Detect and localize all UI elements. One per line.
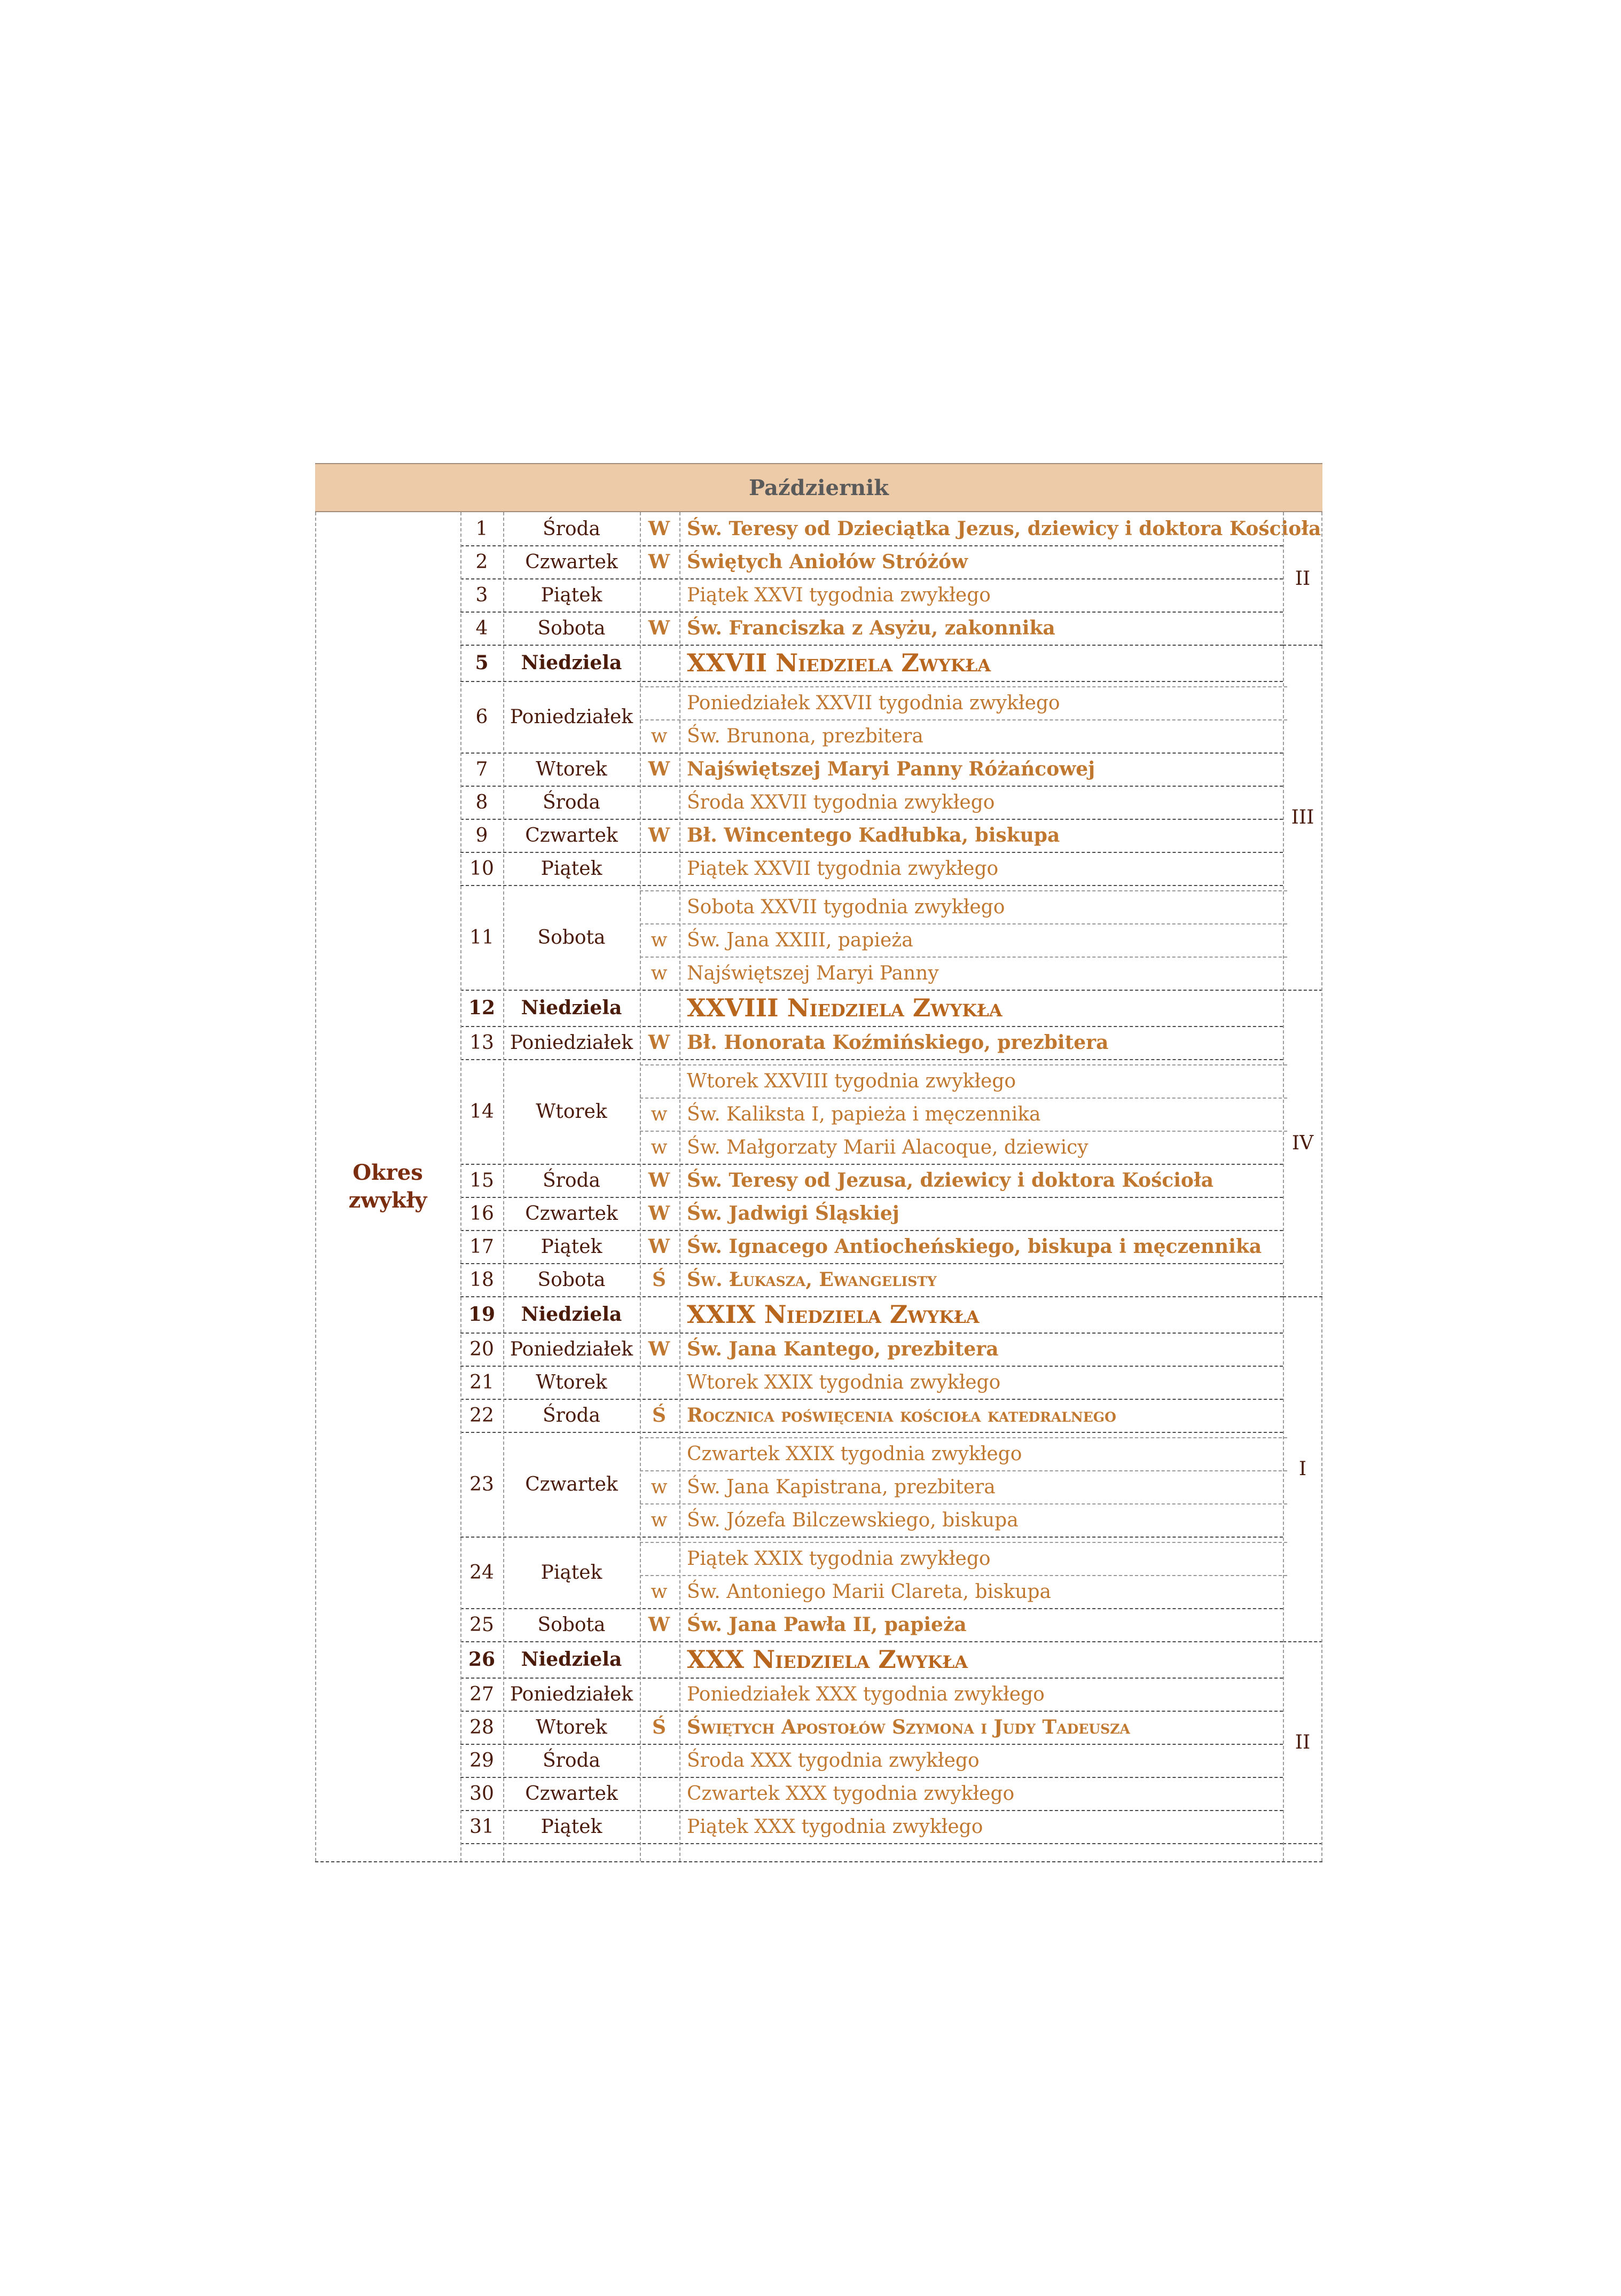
weekday-name: Poniedziałek — [510, 706, 633, 728]
entry-divider — [640, 1470, 1287, 1471]
rank-code: W — [648, 1169, 670, 1192]
rank-code: w — [651, 929, 668, 951]
season-line-2: zwykły — [348, 1188, 427, 1213]
rank-code: W — [648, 1031, 670, 1054]
week-divider — [1283, 1843, 1322, 1844]
weekday-name: Niedziela — [521, 997, 622, 1019]
entry-divider — [640, 1131, 1287, 1132]
number-column-line — [503, 512, 504, 1861]
weekday-name: Czwartek — [525, 1782, 618, 1805]
sunday-title: XXVIII Niedziela Zwykła — [687, 993, 1003, 1022]
outer-left-line — [315, 512, 316, 1861]
weekday-name: Środa — [542, 1749, 601, 1772]
entry-divider — [640, 890, 1287, 891]
day-number: 12 — [468, 997, 496, 1019]
weekday-name: Sobota — [537, 1613, 606, 1636]
celebration-title: Św. Kaliksta I, papieża i męczennika — [687, 1103, 1041, 1125]
rank-code: w — [651, 1476, 668, 1498]
rank-code — [640, 645, 678, 681]
celebration-title: Świętych Apostołów Szymona i Judy Tadeusza — [687, 1716, 1130, 1738]
celebration-title: Rocznica poświęcenia kościoła katedralnego — [687, 1404, 1116, 1427]
weekday-name: Wtorek — [536, 1371, 607, 1393]
liturgical-calendar — [315, 463, 1322, 1861]
weekday-name: Niedziela — [521, 652, 622, 674]
celebration-title: Św. Franciszka z Asyżu, zakonnika — [687, 617, 1055, 639]
rank-code: W — [648, 1235, 670, 1258]
rank-code — [640, 686, 678, 719]
rank-code: w — [651, 1509, 668, 1531]
entry-divider — [640, 1098, 1287, 1099]
rank-code — [640, 786, 678, 819]
rank-code: Ś — [652, 1404, 666, 1427]
rank-code — [640, 1678, 678, 1711]
weekday-name: Niedziela — [521, 1648, 622, 1671]
rank-code: w — [651, 1136, 668, 1158]
rank-code — [640, 990, 678, 1026]
celebration-title: Poniedziałek XXVII tygodnia zwykłego — [687, 692, 1060, 714]
celebration-title: Św. Jana XXIII, papieża — [687, 929, 913, 951]
celebration-title: Środa XXVII tygodnia zwykłego — [687, 791, 995, 813]
day-number: 20 — [469, 1338, 494, 1360]
celebration-title: Najświętszej Maryi Panny Różańcowej — [687, 758, 1095, 780]
season-line-1: Okres — [353, 1160, 423, 1185]
rank-code: W — [648, 1613, 670, 1636]
rank-code — [640, 1437, 678, 1470]
celebration-title: Poniedziałek XXX tygodnia zwykłego — [687, 1683, 1045, 1705]
celebration-title: Św. Łukasza, Ewangelisty — [687, 1268, 937, 1291]
rank-code: w — [651, 1580, 668, 1603]
day-number: 3 — [475, 584, 488, 606]
entry-divider — [640, 719, 1287, 720]
celebration-title: Św. Antoniego Marii Clareta, biskupa — [687, 1580, 1051, 1603]
celebration-title: Bł. Wincentego Kadłubka, biskupa — [687, 824, 1060, 847]
celebration-title: Piątek XXX tygodnia zwykłego — [687, 1815, 983, 1838]
rank-code — [640, 1810, 678, 1843]
celebration-title: Czwartek XXIX tygodnia zwykłego — [687, 1443, 1022, 1465]
day-number: 28 — [469, 1716, 494, 1738]
month-header — [315, 463, 1322, 512]
weekday-name: Piątek — [541, 857, 602, 880]
weekday-name: Poniedziałek — [510, 1031, 633, 1054]
day-number: 11 — [469, 926, 494, 949]
day-number: 22 — [469, 1404, 494, 1427]
day-number: 30 — [469, 1782, 494, 1805]
week-label: II — [1295, 567, 1311, 590]
weekday-name: Piątek — [541, 1235, 602, 1258]
celebration-title: Św. Jana Pawła II, papieża — [687, 1613, 967, 1636]
rank-code: w — [651, 725, 668, 747]
weekday-name: Sobota — [537, 926, 606, 949]
rank-code — [640, 1296, 678, 1333]
celebration-title: Św. Jana Kantego, prezbitera — [687, 1338, 999, 1360]
celebration-title: Świętych Aniołów Stróżów — [687, 551, 968, 573]
celebration-title: Piątek XXIX tygodnia zwykłego — [687, 1547, 991, 1570]
weekday-name: Wtorek — [536, 1100, 607, 1123]
day-number: 17 — [469, 1235, 494, 1258]
rank-code — [640, 1366, 678, 1399]
entry-divider — [640, 1503, 1287, 1504]
day-number: 26 — [468, 1648, 496, 1671]
weekday-name: Środa — [542, 791, 601, 813]
entry-divider — [640, 1437, 1287, 1438]
celebration-title: Środa XXX tygodnia zwykłego — [687, 1749, 980, 1772]
sunday-title: XXX Niedziela Zwykła — [687, 1645, 968, 1674]
weekday-name: Środa — [542, 518, 601, 540]
rank-code — [640, 890, 678, 923]
entry-divider — [640, 1542, 1287, 1543]
weekday-name: Piątek — [541, 1561, 602, 1584]
month-title: Październik — [748, 475, 889, 500]
day-number: 21 — [469, 1371, 494, 1393]
celebration-title: Piątek XXVII tygodnia zwykłego — [687, 857, 999, 880]
day-number: 9 — [475, 824, 488, 847]
celebration-title: Wtorek XXIX tygodnia zwykłego — [687, 1371, 1001, 1393]
weekday-name: Piątek — [541, 1815, 602, 1838]
day-number: 14 — [469, 1100, 494, 1123]
day-number: 5 — [475, 652, 489, 674]
day-number: 19 — [468, 1303, 496, 1326]
day-number: 18 — [469, 1268, 494, 1291]
celebration-title: Bł. Honorata Koźmińskiego, prezbitera — [687, 1031, 1109, 1054]
rank-code: W — [648, 551, 670, 573]
rank-code: Ś — [652, 1716, 666, 1738]
entry-divider — [640, 1575, 1287, 1576]
week-column-line — [1283, 512, 1284, 1861]
entry-divider — [640, 686, 1287, 687]
day-number: 27 — [469, 1683, 494, 1705]
outer-right-line — [1321, 512, 1322, 1861]
week-label: I — [1298, 1457, 1307, 1480]
celebration-title: Św. Jadwigi Śląskiej — [687, 1202, 899, 1225]
sunday-title: XXIX Niedziela Zwykła — [687, 1300, 980, 1329]
weekday-name: Piątek — [541, 584, 602, 606]
rank-code — [640, 1641, 678, 1678]
celebration-title: Czwartek XXX tygodnia zwykłego — [687, 1782, 1015, 1805]
sunday-title: XXVII Niedziela Zwykła — [687, 648, 991, 677]
rank-code: Ś — [652, 1268, 666, 1291]
rank-code — [640, 578, 678, 612]
rank-code: W — [648, 518, 670, 540]
week-label: IV — [1291, 1132, 1314, 1154]
celebration-title: Św. Teresy od Dzieciątka Jezus, dziewicy i doktora Kościoła — [687, 518, 1321, 540]
day-number: 24 — [469, 1561, 494, 1584]
day-number: 8 — [475, 791, 488, 813]
weekday-name: Czwartek — [525, 1473, 618, 1495]
entry-divider — [640, 957, 1287, 958]
entry-divider — [640, 923, 1287, 924]
celebration-title: Św. Józefa Bilczewskiego, biskupa — [687, 1509, 1019, 1531]
day-number: 31 — [469, 1815, 494, 1838]
calendar-body — [315, 512, 1322, 1861]
entry-divider — [640, 1064, 1287, 1065]
day-number: 6 — [475, 706, 488, 728]
rank-code: W — [648, 1202, 670, 1225]
season-label — [315, 512, 460, 1861]
day-number: 4 — [475, 617, 488, 639]
weekday-name: Środa — [542, 1169, 601, 1192]
celebration-title: Wtorek XXVIII tygodnia zwykłego — [687, 1070, 1016, 1092]
weekday-name: Czwartek — [525, 824, 618, 847]
day-number: 7 — [475, 758, 488, 780]
rank-code — [640, 852, 678, 885]
celebration-title: Św. Ignacego Antiocheńskiego, biskupa i męczennika — [687, 1235, 1262, 1258]
weekday-name: Poniedziałek — [510, 1338, 633, 1360]
weekday-name: Niedziela — [521, 1303, 622, 1326]
week-label: III — [1291, 806, 1314, 828]
rank-code — [640, 1064, 678, 1098]
day-number: 23 — [469, 1473, 494, 1495]
day-number: 25 — [469, 1613, 494, 1636]
season-column-line — [460, 512, 461, 1861]
rank-code: W — [648, 1338, 670, 1360]
rank-code — [640, 1777, 678, 1810]
rank-column-line — [679, 512, 680, 1861]
rank-code — [640, 1542, 678, 1575]
day-number: 16 — [469, 1202, 494, 1225]
day-number: 10 — [469, 857, 494, 880]
celebration-title: Piątek XXVI tygodnia zwykłego — [687, 584, 991, 606]
rank-code: W — [648, 758, 670, 780]
rank-code: W — [648, 617, 670, 639]
weekday-name: Czwartek — [525, 1202, 618, 1225]
week-label: II — [1295, 1731, 1311, 1753]
rank-code: W — [648, 824, 670, 847]
rank-code: w — [651, 1103, 668, 1125]
weekday-name: Środa — [542, 1404, 601, 1427]
weekday-name: Sobota — [537, 617, 606, 639]
celebration-title: Najświętszej Maryi Panny — [687, 962, 939, 984]
day-number: 1 — [475, 518, 488, 540]
weekday-name: Sobota — [537, 1268, 606, 1291]
day-number: 15 — [469, 1169, 494, 1192]
celebration-title: Św. Jana Kapistrana, prezbitera — [687, 1476, 996, 1498]
rank-code — [640, 1744, 678, 1777]
weekday-column-line — [640, 512, 641, 1861]
row-divider — [460, 1843, 1283, 1844]
table-bottom-line — [315, 1861, 1322, 1862]
weekday-name: Poniedziałek — [510, 1683, 633, 1705]
day-number: 13 — [469, 1031, 494, 1054]
weekday-name: Wtorek — [536, 1716, 607, 1738]
weekday-name: Wtorek — [536, 758, 607, 780]
celebration-title: Św. Małgorzaty Marii Alacoque, dziewicy — [687, 1136, 1089, 1158]
celebration-title: Św. Teresy od Jezusa, dziewicy i doktora Kościoła — [687, 1169, 1214, 1192]
day-number: 2 — [475, 551, 488, 573]
celebration-title: Sobota XXVII tygodnia zwykłego — [687, 896, 1005, 918]
celebration-title: Św. Brunona, prezbitera — [687, 725, 923, 747]
rank-code: w — [651, 962, 668, 984]
day-number: 29 — [469, 1749, 494, 1772]
weekday-name: Czwartek — [525, 551, 618, 573]
